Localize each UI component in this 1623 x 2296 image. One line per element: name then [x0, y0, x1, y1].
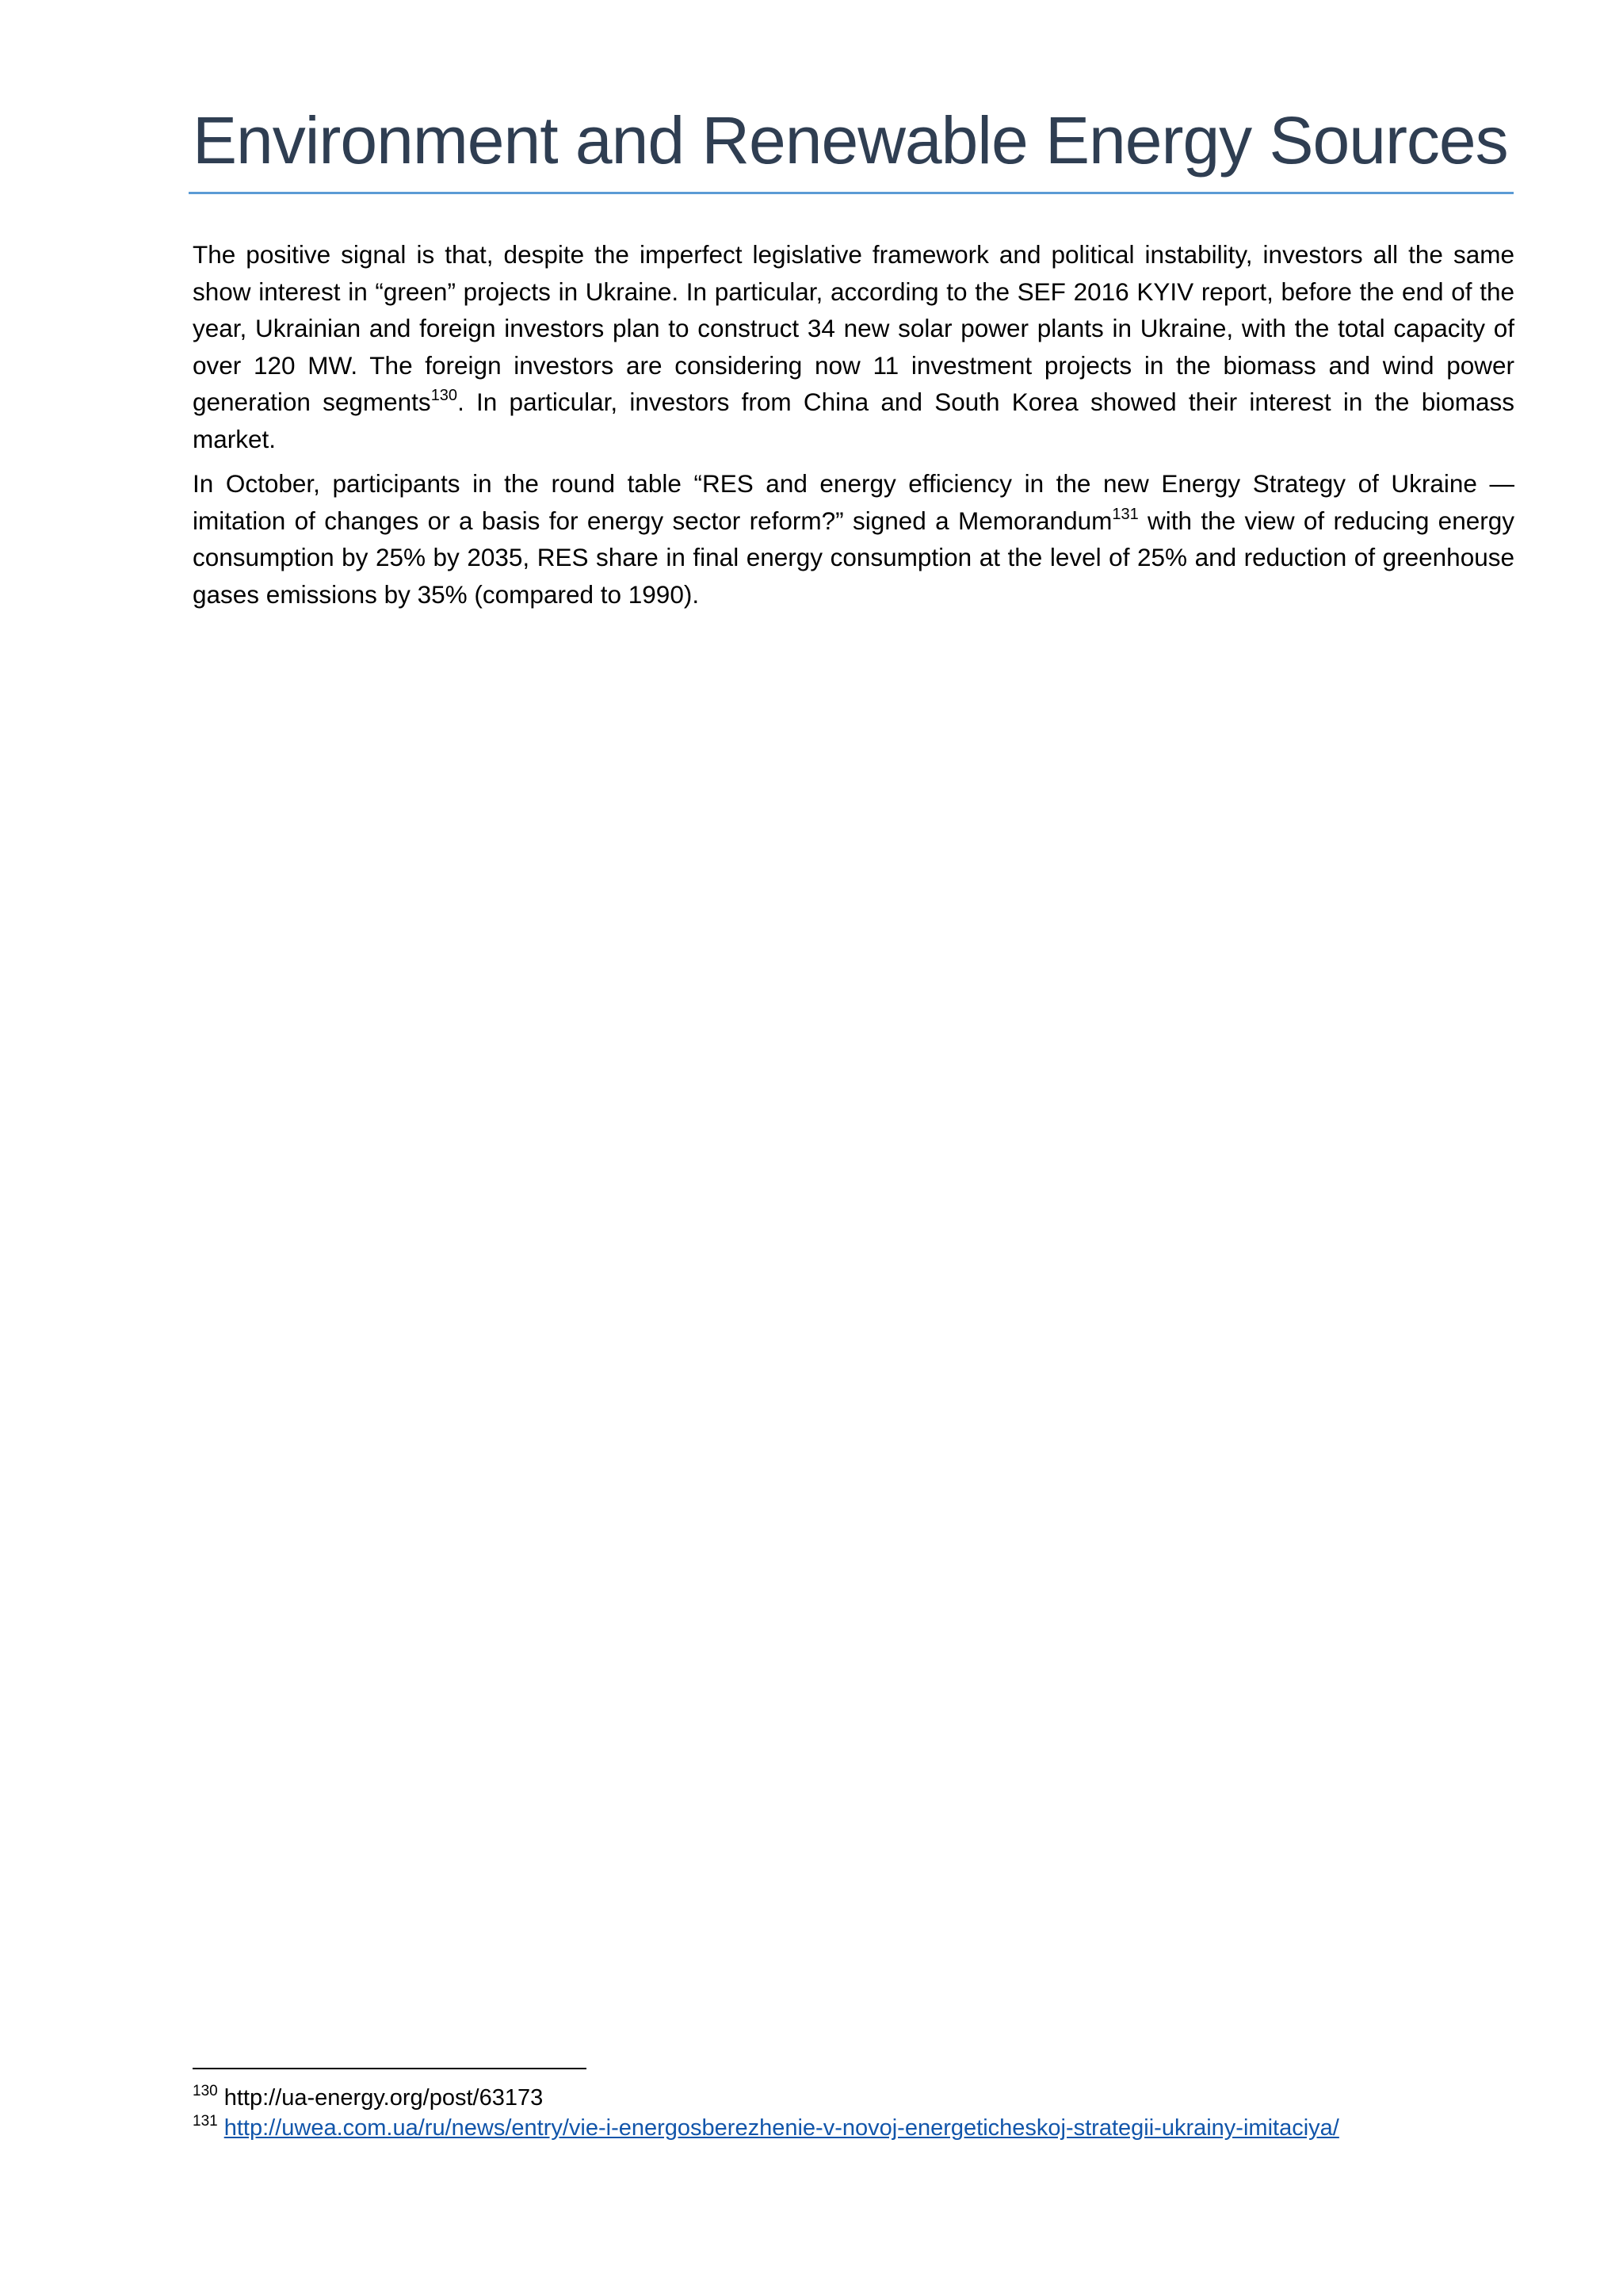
footnote-number-130: 130: [193, 2083, 218, 2099]
paragraph-1: [193, 236, 1514, 457]
footnote-separator: [193, 2068, 586, 2069]
footnote-link-131[interactable]: http://uwea.com.ua/ru/news/entry/vie-i-energosberezhenie-v-novoj-energeticheskoj-strategii-ukrainy-imitaciya/: [223, 2115, 1339, 2141]
footnote-131: [193, 2113, 1540, 2143]
paragraph-2-text-before: In October, participants in the round table “RES and energy efficiency in the new Energy Strategy of Ukraine — imitation of changes or a basis for energy sector reform?” signed a Memorandum: [193, 469, 1514, 535]
page-title: Environment and Renewable Energy Sources: [193, 103, 1508, 178]
footnote-text-130: http://ua-energy.org/post/63173: [223, 2085, 544, 2111]
footnote-number-131: 131: [193, 2113, 218, 2130]
footnote-ref-130[interactable]: 130: [430, 387, 458, 404]
footnote-ref-131[interactable]: 131: [1112, 505, 1139, 523]
paragraph-2: [193, 465, 1514, 613]
footnotes: [193, 2083, 1540, 2143]
paragraph-2-text-after: with the view of reducing energy consumption by 25% by 2035, RES share in final energy consumption at the level of 25% and reduction of greenhouse gases emissions by 35% (compared to 1990).: [193, 506, 1514, 609]
footnote-130: [193, 2083, 1540, 2113]
title-underline: [189, 192, 1514, 194]
paragraph-1-text-after: . In particular, investors from China and South Korea showed their interest in the biomass market.: [193, 388, 1514, 453]
body-text: [193, 236, 1514, 621]
paragraph-1-text-before: The positive signal is that, despite the imperfect legislative framework and political instability, investors all the same show interest in “green” projects in Ukraine. In particular, according to the SEF 2016 KYIV report, before the end of the year, Ukrainian and foreign investors plan to construct 34 new solar power plants in Ukraine, with the total capacity of over 120 MW. The foreign investors are considering now 11 investment projects in the biomass and wind power generation segments: [193, 240, 1514, 416]
